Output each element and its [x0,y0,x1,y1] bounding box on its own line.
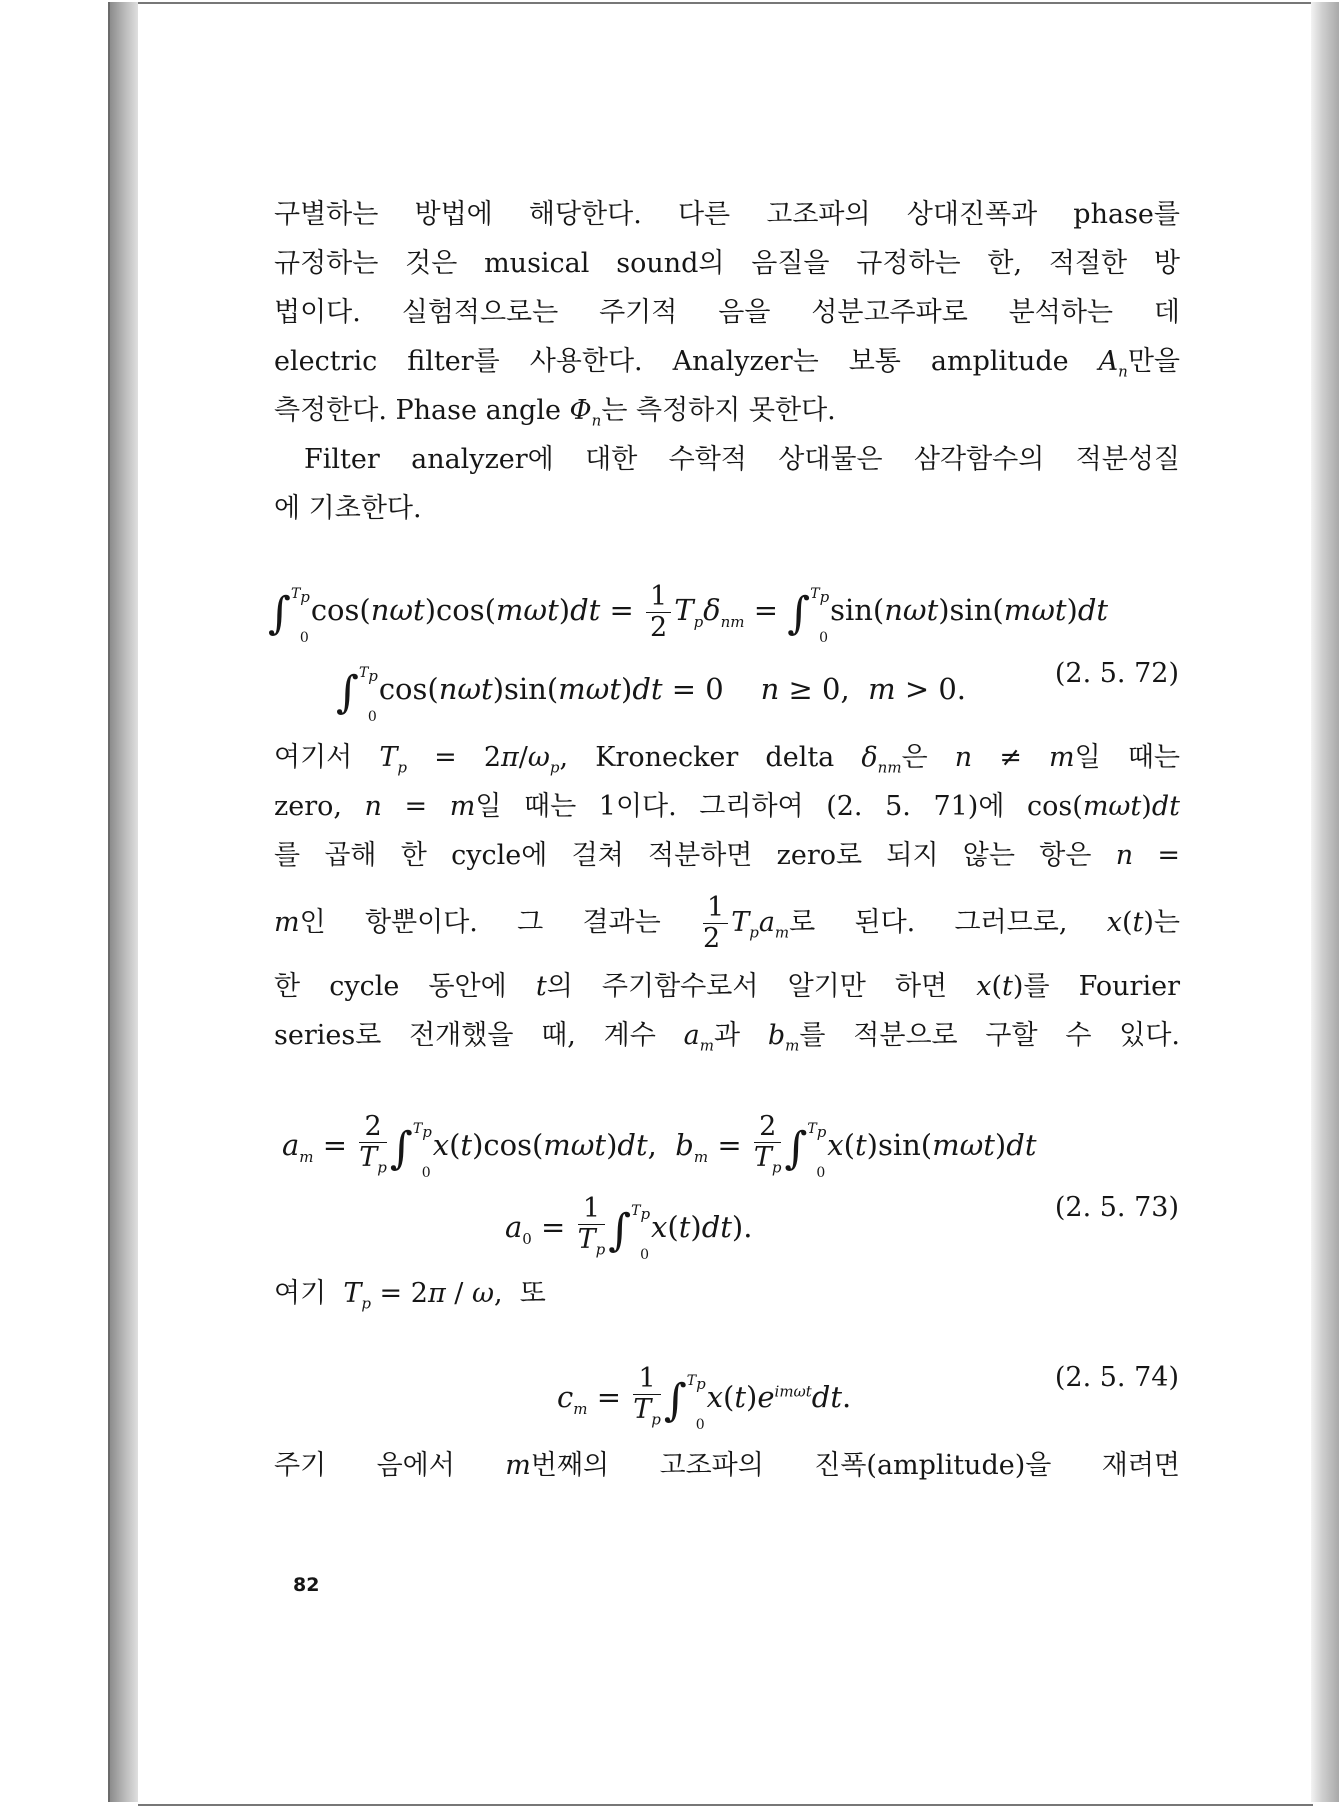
text-line: 구별하는 방법에 해당한다. 다른 고조파의 상대진폭과 phase를 [274,199,1180,230]
text-span: 의 주기함수로서 알기만 하면 [546,971,948,1002]
equation-orthogonality-cos: ∫$^{T_p}_0$cos(nωt)cos(mωt)dt = $\frac{1}{2}$ $T_p\delta_{nm} = \int^{T_p}_0\sin(n\omega t)\sin(m\omega t)dt$ [268,580,1109,646]
text-span: electric filter를 사용한다. Analyzer는 보통 amplitude [274,346,1099,377]
text-span: 로 된다. 그러므로, [789,907,1068,938]
text-span: series로 전개했을 때, 계수 [274,1020,656,1051]
text-line: electric filter를 사용한다. Analyzer는 보통 amplitude $A_n$만을 [274,346,1180,381]
text-line: 측정한다. Phase angle $\Phi_n$는 측정하지 못한다. [274,395,836,430]
text-line: m인 항뿐이다. 그 결과는 $\frac{1}{2}$ $T_pa_m$로 된다. 그러므로, x(t)는 [274,892,1180,954]
text-span: 한 cycle 동안에 [274,971,507,1002]
text-span: 일 때는 [1074,742,1180,773]
page-edge-shadow [1311,2,1339,1802]
text-span: 또 [519,1278,546,1309]
text-span: 측정한다. Phase angle [274,395,570,426]
text-line: 를 곱해 한 cycle에 걸쳐 적분하면 zero로 되지 않는 항은 n = [274,840,1180,871]
text-span: 만을 [1127,346,1180,377]
text-span: 일 때는 1이다. 그리하여 (2. 5. 71)에 [475,791,1005,822]
text-line: 에 기초한다. [274,493,422,524]
text-line: Filter analyzer에 대한 수학적 상대물은 삼각함수의 적분성질 [304,444,1180,475]
text-span: 은 [901,742,928,773]
text-span: 를 Fourier [1023,971,1180,1002]
text-line: 주기 음에서 m번째의 고조파의 진폭(amplitude)을 재려면 [274,1450,1180,1481]
text-span: 번째의 고조파의 진폭(amplitude)을 재려면 [530,1450,1180,1481]
text-line: 규정하는 것은 musical sound의 음질을 규정하는 한, 적절한 방 [274,248,1180,279]
text-span: 여기 [274,1278,327,1309]
text-line: 여기 $T_p = 2\pi / \omega$, 또 [274,1278,546,1313]
equation-number: (2. 5. 73) [1054,1192,1179,1223]
text-span: 를 적분으로 구할 수 있다. [799,1020,1180,1051]
text-line: 법이다. 실험적으로는 주기적 음을 성분고주파로 분석하는 데 [274,297,1180,328]
equation-number: (2. 5. 72) [1054,658,1179,689]
text-span: 과 [713,1020,741,1051]
text-span: 를 곱해 한 cycle에 걸쳐 적분하면 zero로 되지 않는 항은 [274,840,1092,871]
text-span: Kronecker delta [595,742,835,773]
text-span: 인 항뿐이다. 그 결과는 [299,907,661,938]
equation-complex-coefficient: $c_m$ = $\frac{1}{T_p}$ $\int^{T_p}_0x(t)e^{im\omega t}dt$. [557,1362,852,1433]
page-number: 82 [293,1574,320,1596]
equation-fourier-coefficients: $a_m$ = $\frac{2}{T_p}$ ∫$^{T_p}_0$x(t)cos(mωt)dt, $b_m$ = $\frac{2}{T_p}$ ∫$^{T_p}_0$x(t)sin(mωt)dt [282,1110,1037,1181]
text-line: series로 전개했을 때, 계수 $a_m$과 $b_m$를 적분으로 구할 수 있다. [274,1020,1180,1055]
text-span: 여기서 [274,742,353,773]
equation-orthogonality-mixed: ∫$^{T_p}_0$cos(nωt)sin(mωt)dt = 0 n ≥ 0, m > 0. [336,665,967,725]
text-span: 는 [1153,907,1180,938]
text-span: 주기 음에서 [274,1450,455,1481]
text-line: zero, n = m일 때는 1이다. 그리하여 (2. 5. 71)에 cos(mωt)dt [274,791,1180,822]
book-spine-shadow [108,2,142,1802]
text-span: 는 측정하지 못한다. [601,395,836,426]
text-line: 여기서 $T_p = 2\pi/\omega_p$, Kronecker delta $\delta_{nm}$은 n ≠ m일 때는 [274,742,1180,777]
equation-number: (2. 5. 74) [1054,1362,1179,1393]
equation-a0: $a_0$ = $\frac{1}{T_p}$ ∫$^{T_p}_0$x(t)dt). [505,1192,753,1263]
text-line: 한 cycle 동안에 t의 주기함수로서 알기만 하면 x(t)를 Fourier [274,971,1180,1002]
text-span: zero, [274,791,342,822]
